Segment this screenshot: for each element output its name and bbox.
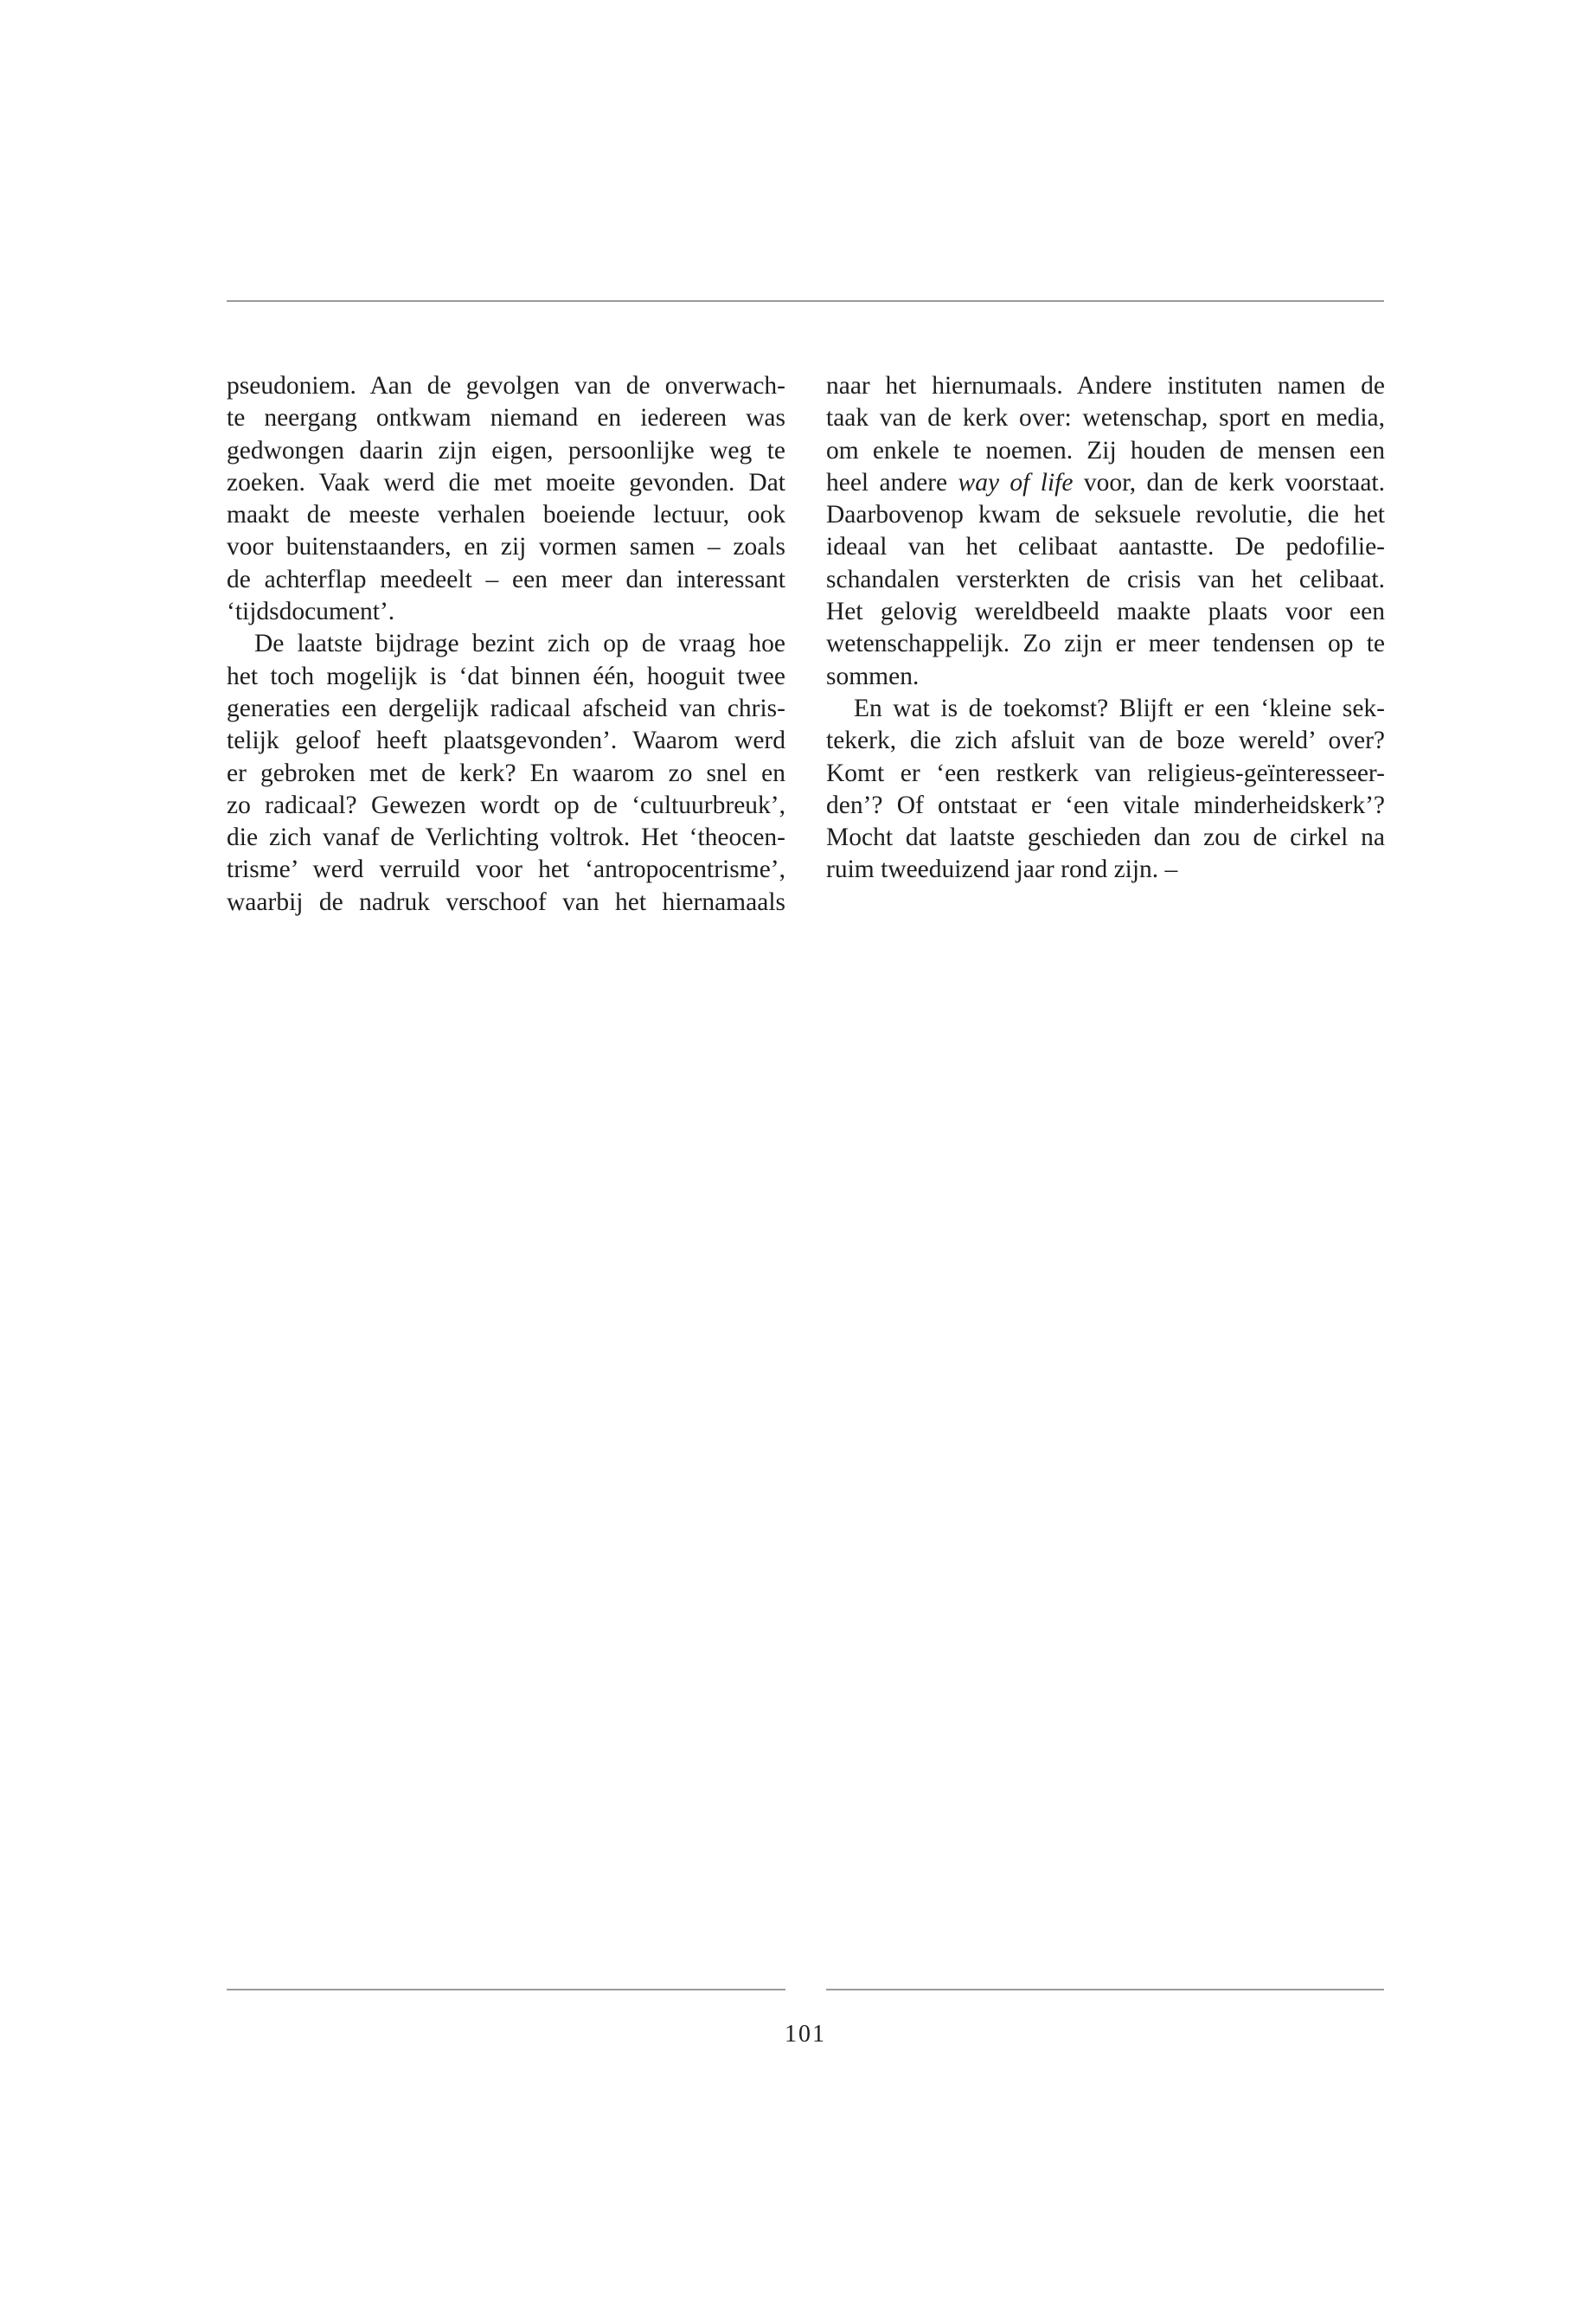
text-line: om enkele te noemen. Zij houden de mensen een [826, 436, 1385, 465]
text-line: maakt de meeste verhalen boeiende lectuur, ook [227, 501, 785, 529]
text-line: voor buitenstaanders, en zij vormen samen – zoals [227, 533, 785, 561]
text-line-with-italic [826, 467, 1385, 499]
text-line: te neergang ontkwam niemand en iedereen was [227, 404, 785, 433]
text-line: de achterflap meedeelt – een meer dan interessant [227, 565, 785, 593]
text-line: gedwongen daarin zijn eigen, persoonlijke weg te [227, 436, 785, 465]
text-fragment: heel andere [826, 468, 958, 497]
text-line: trisme’ werd verruild voor het ‘antropocentrisme’, [227, 856, 785, 884]
text-line: er gebroken met de kerk? En waarom zo snel en [227, 759, 785, 787]
text-line: generaties een dergelijk radicaal afscheid van chris- [227, 694, 785, 722]
text-line: Komt er ‘een restkerk van religieus-geïnteresseer- [826, 759, 1385, 787]
text-line: ‘tijdsdocument’. [227, 598, 395, 626]
text-line: ruim tweeduizend jaar rond zijn. – [826, 856, 1178, 884]
text-line: tekerk, die zich afsluit van de boze wereld’ over? [826, 727, 1385, 755]
text-line: Mocht dat laatste geschieden dan zou de cirkel na [826, 824, 1385, 852]
text-line: naar het hiernumaals. Andere instituten namen de [826, 372, 1385, 400]
text-line: zo radicaal? Gewezen wordt op de ‘cultuurbreuk’, [227, 791, 785, 819]
text-column-left [227, 370, 785, 919]
text-line: ideaal van het celibaat aantastte. De pedofilie- [826, 533, 1385, 561]
text-line: den’? Of ontstaat er ‘een vitale minderheidskerk’? [826, 791, 1385, 819]
italic-phrase: way of life [958, 468, 1074, 497]
text-line: En wat is de toekomst? Blijft er een ‘kleine sek- [854, 694, 1385, 722]
text-line: zoeken. Vaak werd die met moeite gevonden. Dat [227, 468, 785, 497]
text-line: die zich vanaf de Verlichting voltrok. Het ‘theocen- [227, 824, 785, 852]
text-column-right [826, 370, 1385, 887]
text-line: telijk geloof heeft plaatsgevonden’. Waarom werd [227, 727, 785, 755]
text-line: Daarbovenop kwam de seksuele revolutie, die het [826, 501, 1385, 529]
text-line: De laatste bijdrage bezint zich op de vraag hoe [254, 630, 785, 658]
text-line: taak van de kerk over: wetenschap, sport en media, [826, 404, 1385, 433]
text-line: waarbij de nadruk verschoof van het hiernamaals [227, 888, 785, 916]
text-line: Het gelovig wereldbeeld maakte plaats voor een [826, 598, 1385, 626]
footer-rule-left [227, 1989, 785, 1990]
text-line: sommen. [826, 662, 920, 690]
header-rule [227, 300, 1384, 302]
page-number: 101 [785, 2021, 826, 2048]
text-line: schandalen versterkten de crisis van het celibaat. [826, 565, 1385, 593]
text-line: pseudoniem. Aan de gevolgen van de onverwach- [227, 372, 785, 400]
text-line: wetenschappelijk. Zo zijn er meer tendensen op te [826, 630, 1385, 658]
text-fragment: voor, dan de kerk voorstaat. [1073, 468, 1385, 497]
text-line: het toch mogelijk is ‘dat binnen één, hooguit twee [227, 662, 785, 690]
footer-rule-right [826, 1989, 1384, 1990]
